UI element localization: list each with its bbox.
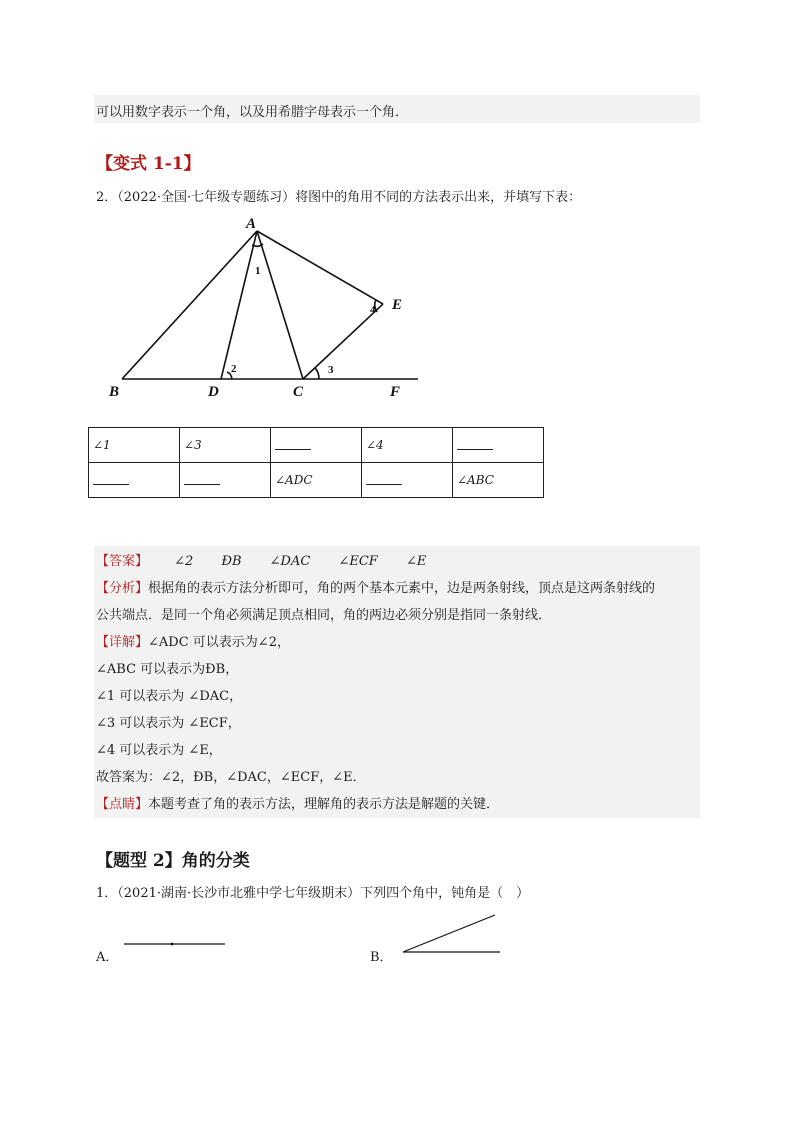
table-cell: ∠ABC bbox=[453, 463, 544, 498]
comment-text: 本题考查了角的表示方法，理解角的表示方法是解题的关键． bbox=[148, 797, 500, 812]
answer-tag: 【答案】 bbox=[96, 554, 149, 569]
answer-item: ÐB bbox=[221, 554, 242, 569]
table-cell-blank[interactable] bbox=[362, 463, 453, 498]
analysis-line-2: 公共端点．是同一个角必须满足顶点相同，角的两边必须分别是指同一条射线． bbox=[96, 608, 552, 623]
table-cell: ∠3 bbox=[180, 428, 271, 463]
label-E: E bbox=[392, 297, 403, 313]
label-F: F bbox=[390, 384, 401, 400]
label-angle-3: 3 bbox=[328, 364, 334, 376]
label-angle-1: 1 bbox=[255, 265, 261, 277]
table-row bbox=[89, 463, 544, 498]
detail-line-3: ∠1 可以表示为 ∠DAC， bbox=[96, 689, 243, 704]
label-C: C bbox=[293, 384, 304, 400]
detail-tag: 【详解】 bbox=[96, 635, 149, 650]
analysis-tag: 【分析】 bbox=[96, 581, 149, 596]
detail-text: ∠ADC 可以表示为∠2， bbox=[148, 635, 290, 650]
question-2-text: 2．（2022·全国·七年级专题练习）将图中的角用不同的方法表示出来，并填写下表： bbox=[96, 190, 582, 205]
answer-item: ∠DAC bbox=[269, 554, 311, 569]
type2-heading: 【题型 2】角的分类 bbox=[96, 851, 250, 871]
analysis-line-1 bbox=[96, 577, 655, 596]
answer-line bbox=[96, 550, 450, 569]
top-note: 可以用数字表示一个角，以及用希腊字母表示一个角． bbox=[96, 105, 409, 120]
option-a-label[interactable]: A． bbox=[96, 950, 119, 965]
label-B: B bbox=[109, 384, 120, 400]
comment-line bbox=[96, 793, 499, 812]
comment-tag: 【点睛】 bbox=[96, 797, 149, 812]
angle-figure bbox=[100, 212, 430, 402]
table-cell-blank[interactable] bbox=[89, 463, 180, 498]
detail-line-5: ∠4 可以表示为 ∠E， bbox=[96, 743, 222, 758]
fill-in-table bbox=[88, 427, 544, 498]
option-b-figure[interactable] bbox=[398, 912, 508, 957]
detail-line-1 bbox=[96, 631, 290, 650]
detail-line-6: 故答案为：∠2，ÐB，∠DAC，∠ECF，∠E． bbox=[96, 770, 366, 785]
table-cell: ∠4 bbox=[362, 428, 453, 463]
label-angle-4: 4 bbox=[370, 304, 376, 316]
table-cell: ∠ADC bbox=[271, 463, 362, 498]
table-cell-blank[interactable] bbox=[453, 428, 544, 463]
answer-item: ∠ECF bbox=[338, 554, 378, 569]
option-b-label[interactable]: B． bbox=[370, 950, 393, 965]
detail-line-4: ∠3 可以表示为 ∠ECF， bbox=[96, 716, 241, 731]
label-D: D bbox=[208, 384, 219, 400]
option-a-figure[interactable] bbox=[120, 938, 230, 950]
answer-item: ∠E bbox=[405, 554, 427, 569]
label-A: A bbox=[246, 216, 257, 232]
table-cell: ∠1 bbox=[89, 428, 180, 463]
detail-line-2: ∠ABC 可以表示为ÐB， bbox=[96, 662, 239, 677]
table-cell-blank[interactable] bbox=[180, 463, 271, 498]
question-1-text: 1．（2021·湖南·长沙市北雅中学七年级期末）下列四个角中，钝角是（ ） bbox=[96, 886, 530, 901]
analysis-text-1: 根据角的表示方法分析即可，角的两个基本元素中，边是两条射线，顶点是这两条射线的 bbox=[148, 581, 656, 596]
table-cell-blank[interactable] bbox=[271, 428, 362, 463]
variant-heading: 【变式 1-1】 bbox=[96, 154, 201, 174]
label-angle-2: 2 bbox=[231, 363, 237, 375]
table-row bbox=[89, 428, 544, 463]
answer-item: ∠2 bbox=[174, 554, 194, 569]
